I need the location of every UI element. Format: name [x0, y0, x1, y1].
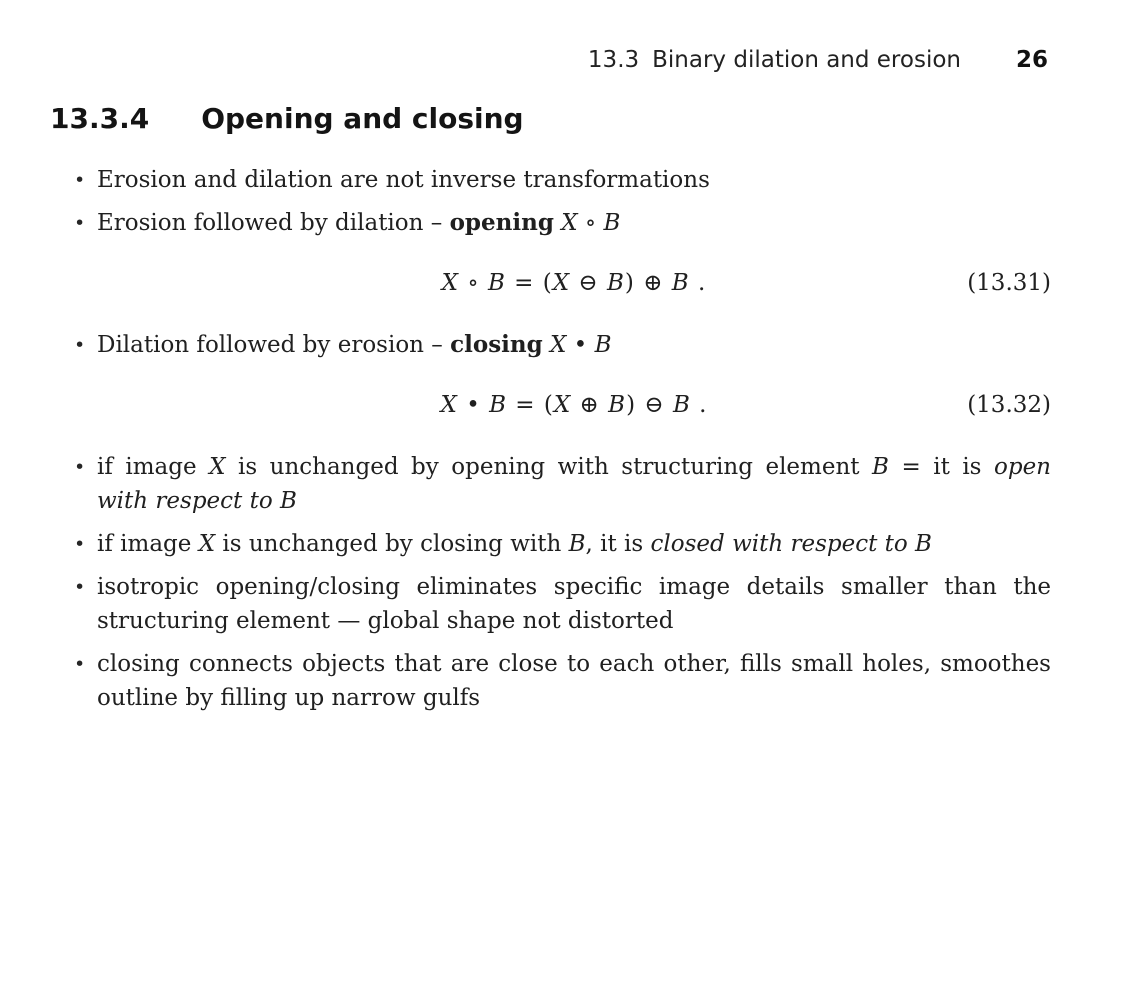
math-text: B	[568, 531, 586, 557]
math-text: open	[994, 454, 1051, 480]
equation-number: (13.32)	[967, 392, 1051, 418]
bullet-marker-icon: •	[74, 533, 86, 555]
section-heading	[50, 102, 524, 135]
equation-body	[97, 266, 1051, 300]
text-segment: = (	[505, 270, 553, 296]
text-segment: Erosion followed by dilation –	[97, 210, 450, 236]
math-text: B	[487, 270, 506, 296]
text-segment: = it is	[888, 454, 994, 480]
running-section-number: 13.3	[587, 47, 640, 73]
math-text: with respect to B	[97, 488, 297, 514]
text-segment: •	[457, 392, 490, 418]
bullet-not-inverse	[74, 163, 1051, 197]
equation-body	[97, 388, 1051, 422]
text-segment: ∘	[459, 270, 488, 296]
text-segment: isotropic opening/closing eliminates specific image details smaller than the	[97, 574, 1051, 600]
bullet-text-line	[97, 647, 1051, 681]
bullet-text-line	[97, 328, 1051, 362]
text-segment: if image	[97, 454, 210, 480]
section-heading-number: 13.3.4	[50, 102, 150, 135]
math-text: X	[552, 270, 571, 296]
bullet-marker-icon: •	[74, 576, 86, 598]
math-text: B	[671, 270, 690, 296]
math-text: B	[672, 392, 691, 418]
page-number: 26	[1015, 47, 1048, 73]
math-text: B	[603, 210, 621, 236]
text-segment: .	[690, 392, 708, 418]
math-text: closed with respect to B	[650, 531, 932, 557]
math-text: B	[872, 454, 889, 480]
bold-term: closing	[450, 331, 543, 358]
bullet-open-with-respect	[74, 450, 1051, 518]
text-segment: ∘	[577, 210, 604, 236]
text-segment: ) ⊕	[624, 270, 672, 296]
math-text: X	[553, 392, 572, 418]
text-segment: •	[566, 332, 595, 358]
bullet-text-line	[97, 570, 1051, 604]
bullet-text-line	[97, 450, 1051, 484]
equation-number: (13.31)	[967, 270, 1051, 296]
running-header	[0, 47, 1048, 73]
text-segment: closing connects objects that are close to each other, fills small holes, smoothes	[97, 651, 1051, 677]
bullet-marker-icon: •	[74, 334, 86, 356]
bullet-closing-definition	[74, 328, 1051, 362]
math-text: X	[209, 454, 226, 480]
text-segment: is unchanged by opening with structuring element	[225, 454, 873, 480]
bullet-text-line	[97, 604, 1051, 638]
bullet-marker-icon: •	[74, 169, 86, 191]
running-section-title: Binary dilation and erosion	[652, 47, 961, 73]
text-segment: structuring element — global shape not distorted	[97, 608, 674, 634]
math-text: B	[608, 392, 627, 418]
bullet-text-line	[97, 163, 1051, 197]
text-segment: outline by filling up narrow gulfs	[97, 685, 481, 711]
math-text: X	[198, 531, 216, 557]
section-heading-title: Opening and closing	[201, 102, 524, 135]
bullet-isotropic	[74, 570, 1051, 638]
bullet-text-line	[97, 527, 1051, 561]
text-segment: .	[689, 270, 707, 296]
math-text: B	[607, 270, 625, 296]
bullet-opening-definition	[74, 206, 1051, 240]
text-segment: ⊖	[570, 270, 608, 296]
text-segment: Dilation followed by erosion –	[97, 332, 451, 358]
text-segment: ⊕	[571, 392, 609, 418]
math-text: X	[440, 392, 458, 418]
bold-term: opening	[449, 209, 554, 236]
equation-closing	[97, 388, 1051, 422]
bullet-text-line	[97, 681, 1051, 715]
bullet-marker-icon: •	[74, 456, 86, 478]
bullet-text-line	[97, 206, 1051, 240]
bullet-marker-icon: •	[74, 212, 86, 234]
text-segment: if image	[97, 531, 199, 557]
math-text: B	[594, 332, 612, 358]
bullet-marker-icon: •	[74, 653, 86, 675]
text-segment: is unchanged by closing with	[215, 531, 569, 557]
bullet-closing-connects	[74, 647, 1051, 715]
bullet-closed-with-respect	[74, 527, 1051, 561]
text-segment	[543, 332, 550, 358]
bullet-text-line	[97, 484, 1051, 518]
text-segment: , it is	[585, 531, 651, 557]
text-segment: Erosion and dilation are not inverse transformations	[97, 167, 710, 193]
equation-opening	[97, 266, 1051, 300]
text-segment: = (	[507, 392, 554, 418]
text-segment: ) ⊖	[626, 392, 673, 418]
content-area	[74, 163, 1051, 724]
math-text: B	[489, 392, 507, 418]
math-text: X	[441, 270, 460, 296]
math-text: X	[550, 332, 567, 358]
math-text: X	[561, 210, 578, 236]
